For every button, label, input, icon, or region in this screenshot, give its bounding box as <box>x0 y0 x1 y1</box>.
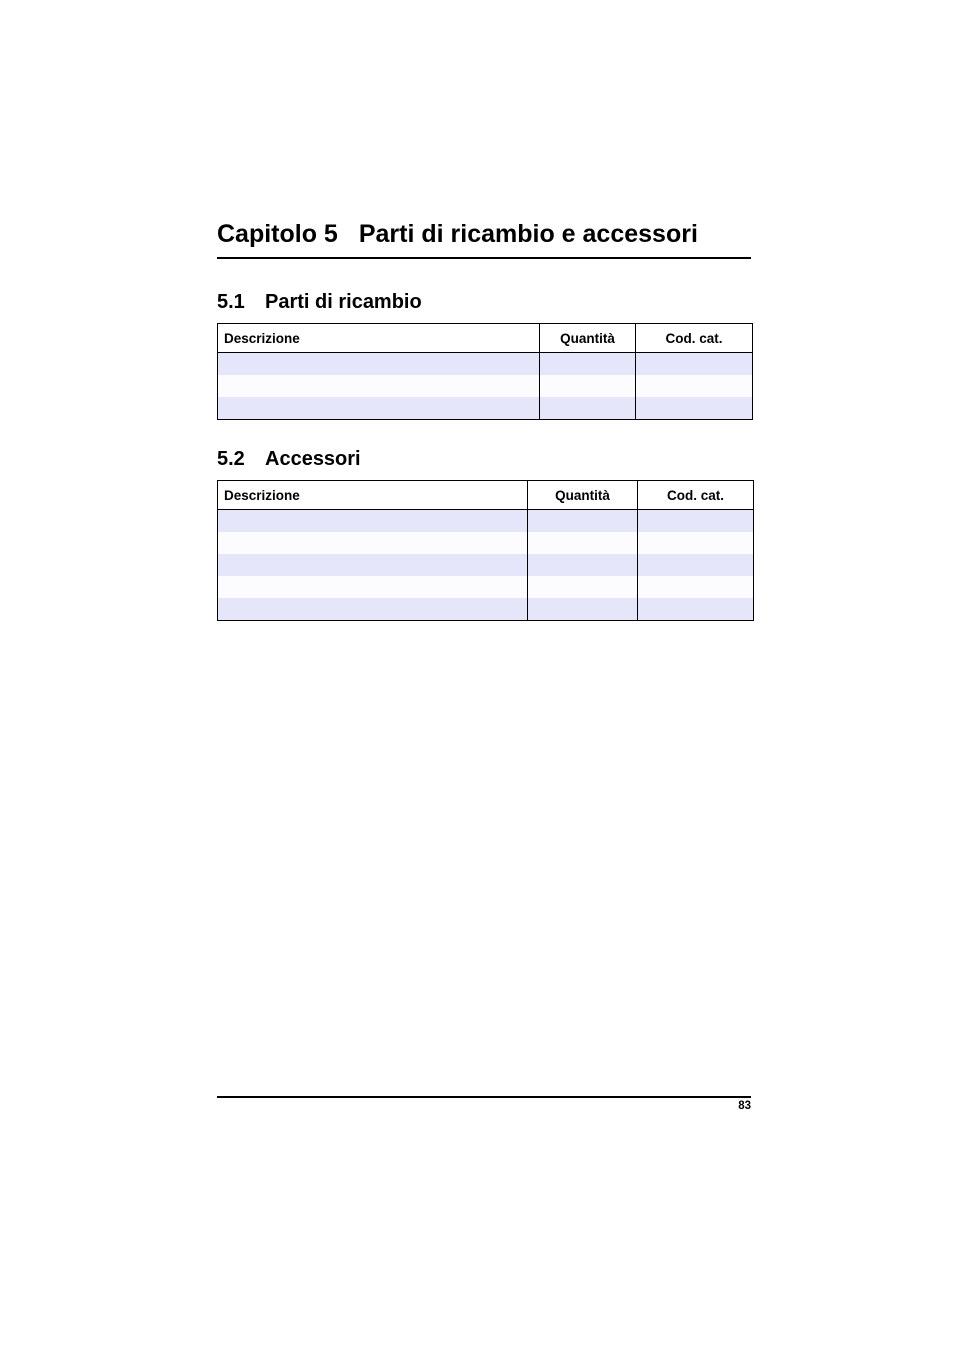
cell-quantity <box>528 510 638 533</box>
cell-description <box>218 576 528 598</box>
cell-quantity <box>540 353 636 376</box>
table-row <box>218 576 754 598</box>
table-row <box>218 598 754 621</box>
cell-quantity <box>528 532 638 554</box>
cell-catalog-number <box>636 397 753 420</box>
cell-description <box>218 532 528 554</box>
cell-catalog-number <box>638 510 754 533</box>
cell-description <box>218 353 540 376</box>
cell-quantity <box>528 576 638 598</box>
table-row <box>218 532 754 554</box>
cell-description <box>218 554 528 576</box>
table-row <box>218 554 754 576</box>
section-title-accessories <box>217 446 361 472</box>
cell-catalog-number <box>638 532 754 554</box>
cell-catalog-number <box>636 353 753 376</box>
table-row <box>218 510 754 533</box>
column-header-quantity: Quantità <box>528 481 638 510</box>
column-header-quantity: Quantità <box>540 324 636 353</box>
section-number: 5.1 <box>217 291 245 313</box>
cell-catalog-number <box>638 576 754 598</box>
accessories-table <box>217 480 754 621</box>
cell-description <box>218 598 528 621</box>
chapter-title <box>217 218 751 250</box>
cell-description <box>218 397 540 420</box>
column-header-description: Descrizione <box>218 324 540 353</box>
column-header-description: Descrizione <box>218 481 528 510</box>
cell-quantity <box>540 397 636 420</box>
cell-quantity <box>528 554 638 576</box>
cell-description <box>218 375 540 397</box>
section-title-spare-parts <box>217 289 422 315</box>
cell-catalog-number <box>638 554 754 576</box>
page-number: 83 <box>738 1100 751 1112</box>
table-header-row <box>218 481 754 510</box>
cell-catalog-number <box>636 375 753 397</box>
table-row <box>218 397 753 420</box>
cell-catalog-number <box>638 598 754 621</box>
section-name: Accessori <box>265 448 361 470</box>
table-row <box>218 353 753 376</box>
column-header-catalog-number: Cod. cat. <box>638 481 754 510</box>
table-row <box>218 375 753 397</box>
footer-divider <box>217 1096 751 1098</box>
chapter-divider <box>217 257 751 259</box>
cell-description <box>218 510 528 533</box>
cell-quantity <box>528 598 638 621</box>
cell-quantity <box>540 375 636 397</box>
table-header-row <box>218 324 753 353</box>
chapter-name: Parti di ricambio e accessori <box>358 220 698 248</box>
section-name: Parti di ricambio <box>265 291 422 313</box>
chapter-number: Capitolo 5 <box>217 220 338 248</box>
spare-parts-table <box>217 323 753 420</box>
column-header-catalog-number: Cod. cat. <box>636 324 753 353</box>
section-number: 5.2 <box>217 448 245 470</box>
